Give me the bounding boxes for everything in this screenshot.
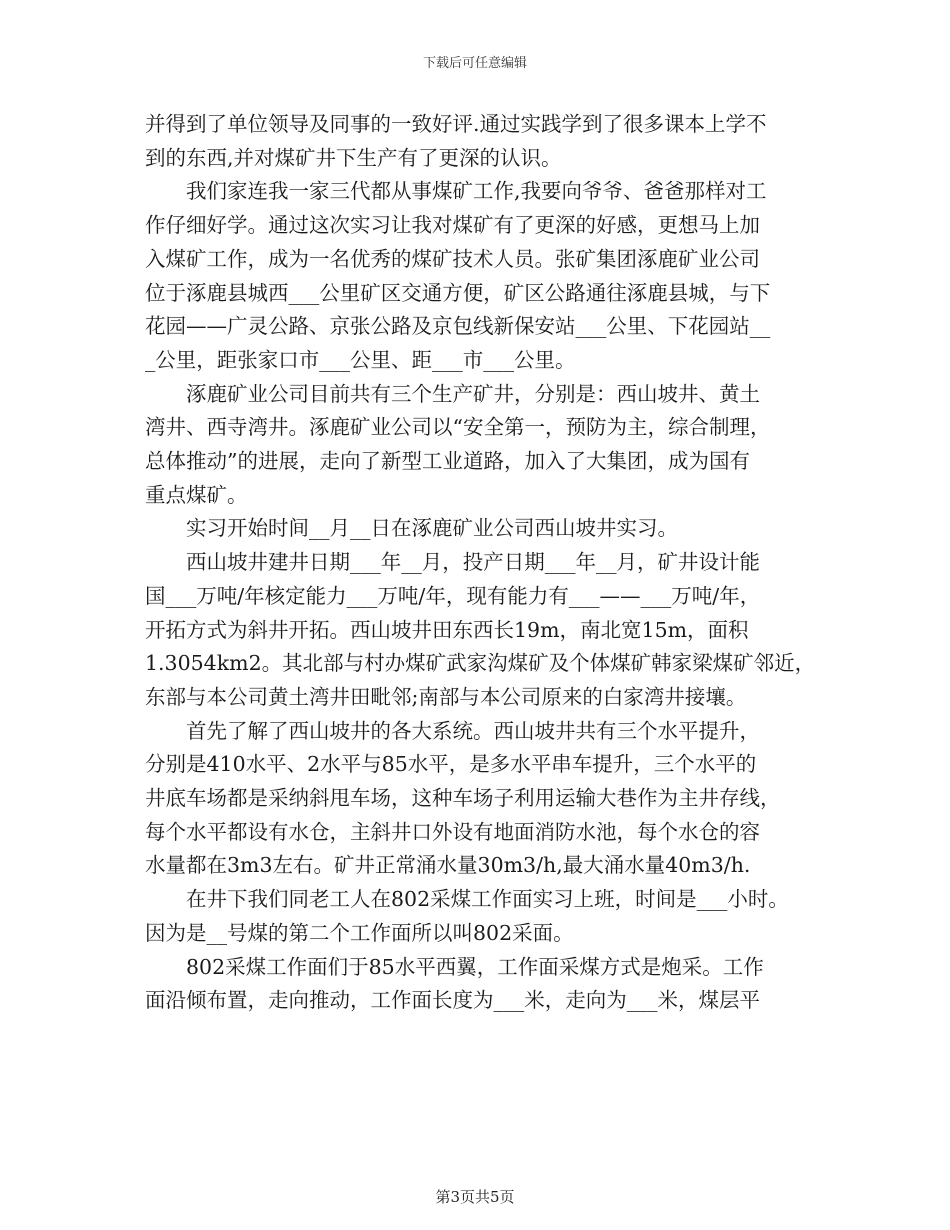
text-line: 涿鹿矿业公司目前共有三个生产矿井，分别是：西山坡井、黄土 [145,381,760,406]
page-footer: 第3页共5页 [435,1188,515,1206]
text-line: 东部与本公司黄土湾井田毗邻;南部与本公司原来的白家湾井接壤。 [145,684,747,709]
text-line: 每个水平都设有水仓，主斜井口外设有地面消防水池，每个水仓的容 [145,819,760,844]
text-line: 西山坡井建井日期___年__月，投产日期___年__月，矿井设计能 [145,550,760,575]
text-line: 1.3054km2。其北部与村办煤矿武家沟煤矿及个体煤矿韩家梁煤矿邻近， [145,651,816,676]
page-header: 下载后可任意编辑 [422,56,527,71]
text-line: 实习开始时间__月__日在涿鹿矿业公司西山坡井实习。 [145,516,678,541]
text-line: 因为是__号煤的第二个工作面所以叫802采面。 [145,920,574,945]
text-line: 国___万吨/年核定能力___万吨/年，现有能力有___——___万吨/年， [145,583,761,608]
text-line: _公里，距张家口市___公里、距___市___公里。 [145,347,576,372]
text-line: 作仔细好学。通过这次实习让我对煤矿有了更深的好感，更想马上加 [145,213,760,238]
text-line: 802采煤工作面们于85水平西翼，工作面采煤方式是炮采。工作 [145,954,764,979]
text-line: 入煤矿工作，成为一名优秀的煤矿技术人员。张矿集团涿鹿矿业公司 [145,246,760,271]
text-line: 并得到了单位领导及同事的一致好评.通过实践学到了很多课本上学不 [145,112,767,136]
text-line: 在井下我们同老工人在802采煤工作面实习上班，时间是___小时。 [145,887,789,912]
text-line: 井底车场都是采纳斜甩车场，这种车场子利用运输大巷作为主井存线， [145,786,781,811]
text-line: 面沿倾布置，走向推动，工作面长度为___米，走向为___米，煤层平 [145,988,760,1013]
text-line: 位于涿鹿县城西___公里矿区交通方便，矿区公路通往涿鹿县城，与下 [145,280,771,305]
text-line: 水量都在3m3左右。矿井正常涌水量30m3/h,最大涌水量40m3/h. [145,853,751,878]
text-line: 我们家连我一家三代都从事煤矿工作,我要向爷爷、爸爸那样对工 [145,179,767,204]
text-line: 花园——广灵公路、京张公路及京包线新保安站___公里、下花园站__ [145,314,771,339]
text-line: 总体推动”的进展，走向了新型工业道路，加入了大集团，成为国有 [145,449,750,474]
text-line: 开拓方式为斜井开拓。西山坡井田东西长19m，南北宽15m，面积 [145,617,749,642]
text-line: 分别是410水平、2水平与85水平，是多水平串车提升，三个水平的 [145,752,757,777]
text-line: 到的东西,并对煤矿井下生产有了更深的认识。 [145,145,562,170]
text-line: 湾井、西寺湾井。涿鹿矿业公司以“安全第一，预防为主，综合制理， [145,415,771,440]
text-line: 重点煤矿。 [145,482,248,507]
text-line: 首先了解了西山坡井的各大系统。西山坡井共有三个水平提升， [145,718,760,743]
document-body [145,108,825,1018]
